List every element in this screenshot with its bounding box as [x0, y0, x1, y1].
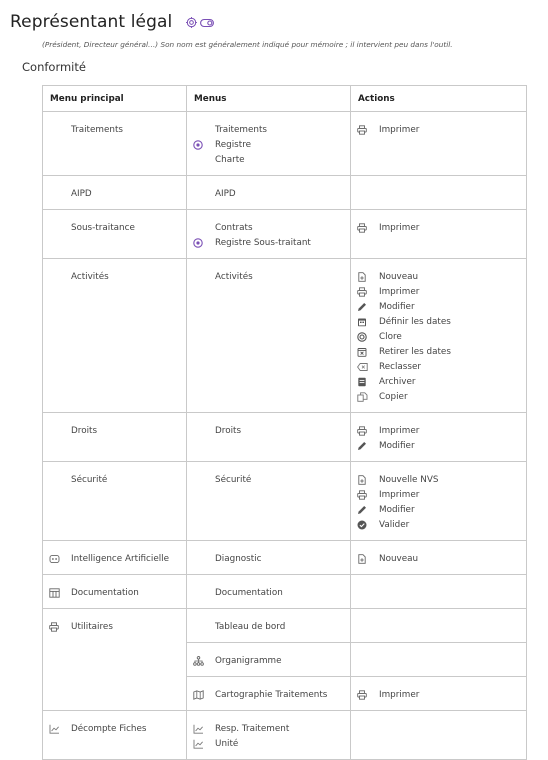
menus-cell: [187, 210, 351, 259]
target-icon: [357, 332, 379, 342]
cell-label: Tableau de bord: [215, 621, 286, 632]
menu-item[interactable]: [193, 551, 344, 566]
cell-label: Modifier: [379, 440, 415, 451]
cell-label: Modifier: [379, 504, 415, 515]
toggle-icon[interactable]: [200, 13, 214, 32]
cell-line: [49, 619, 180, 634]
menu-item[interactable]: [193, 687, 344, 702]
menus-cell: [187, 575, 351, 609]
cell-label: Imprimer: [379, 689, 420, 700]
main-menu-cell[interactable]: [43, 176, 187, 210]
line-chart-icon: [49, 724, 71, 734]
table-row: [43, 541, 527, 575]
menu-item[interactable]: [193, 137, 344, 152]
map-icon: [193, 690, 215, 700]
actions-cell: [351, 259, 527, 413]
menus-cell: [187, 677, 351, 711]
action-item[interactable]: [357, 329, 520, 344]
cell-label: Imprimer: [379, 425, 420, 436]
cell-label: Organigramme: [215, 655, 282, 666]
menus-cell: [187, 643, 351, 677]
actions-cell: [351, 112, 527, 176]
section-title: Conformité: [22, 60, 86, 74]
registry-icon: [193, 140, 215, 150]
ai-icon: [49, 554, 71, 564]
action-item[interactable]: [357, 220, 520, 235]
copy-icon: [357, 392, 379, 402]
cell-line: [49, 585, 180, 600]
cell-label: Clore: [379, 331, 402, 342]
pencil-icon: [357, 505, 379, 515]
print-icon: [357, 125, 379, 135]
cell-line: [49, 220, 180, 235]
menus-cell: [187, 176, 351, 210]
action-item[interactable]: [357, 344, 520, 359]
cell-label: Imprimer: [379, 286, 420, 297]
action-item[interactable]: [357, 551, 520, 566]
print-icon: [357, 426, 379, 436]
cell-label: Unité: [215, 738, 239, 749]
action-item[interactable]: [357, 423, 520, 438]
print-icon: [357, 690, 379, 700]
action-item[interactable]: [357, 487, 520, 502]
table-row: [43, 210, 527, 259]
action-item[interactable]: [357, 438, 520, 453]
cell-label: Charte: [215, 154, 245, 165]
cell-label: Resp. Traitement: [215, 723, 290, 734]
cell-line: [49, 186, 180, 201]
table-row: [43, 575, 527, 609]
new-file-icon: [357, 554, 379, 564]
archive-icon: [357, 377, 379, 387]
cell-label: Imprimer: [379, 489, 420, 500]
cell-label: Activités: [71, 271, 109, 282]
action-item[interactable]: [357, 299, 520, 314]
actions-cell: [351, 677, 527, 711]
menu-item[interactable]: [193, 186, 344, 201]
action-item[interactable]: [357, 122, 520, 137]
action-item[interactable]: [357, 284, 520, 299]
menu-item[interactable]: [193, 122, 344, 137]
menus-cell: [187, 462, 351, 541]
action-item[interactable]: [357, 472, 520, 487]
cell-label: Contrats: [215, 222, 253, 233]
org-chart-icon: [193, 656, 215, 666]
calendar-remove-icon: [357, 347, 379, 357]
cell-line: [49, 472, 180, 487]
table-row: [43, 413, 527, 462]
cell-label: Nouvelle NVS: [379, 474, 439, 485]
cell-label: Utilitaires: [71, 621, 113, 632]
new-file-icon: [357, 475, 379, 485]
menu-item[interactable]: [193, 235, 344, 250]
menu-item[interactable]: [193, 152, 344, 167]
actions-cell: [351, 176, 527, 210]
page-subtitle: (Président, Directeur général…) Son nom est généralement indiqué pour mémoire ; il intervient peu dans l'outil.: [42, 40, 453, 49]
cell-label: Documentation: [215, 587, 283, 598]
cell-label: Copier: [379, 391, 408, 402]
cell-label: Registre: [215, 139, 252, 150]
menu-item[interactable]: [193, 653, 344, 668]
menu-item[interactable]: [193, 736, 344, 751]
cell-label: Sécurité: [71, 474, 108, 485]
cell-label: Nouveau: [379, 553, 419, 564]
menus-cell: [187, 259, 351, 413]
cell-line: [49, 721, 180, 736]
cell-label: Sécurité: [215, 474, 252, 485]
print-icon: [49, 622, 71, 632]
cell-label: Droits: [71, 425, 98, 436]
menus-cell: [187, 112, 351, 176]
cell-label: Cartographie Traitements: [215, 689, 328, 700]
actions-cell: [351, 462, 527, 541]
action-item[interactable]: [357, 374, 520, 389]
main-menu-cell[interactable]: [43, 575, 187, 609]
menu-item[interactable]: [193, 423, 344, 438]
title-icons: [186, 13, 214, 32]
table-row: [43, 711, 527, 760]
cell-label: Reclasser: [379, 361, 421, 372]
actions-cell: [351, 210, 527, 259]
cell-label: Valider: [379, 519, 410, 530]
documentation-icon: [49, 588, 71, 598]
print-icon: [357, 287, 379, 297]
main-menu-cell[interactable]: [43, 711, 187, 760]
menu-item[interactable]: [193, 619, 344, 634]
menus-cell: [187, 413, 351, 462]
cell-label: AIPD: [71, 188, 92, 199]
menus-cell: [187, 541, 351, 575]
pencil-icon: [357, 302, 379, 312]
table-row: [43, 462, 527, 541]
actions-cell: [351, 413, 527, 462]
target-icon[interactable]: [186, 13, 197, 32]
menus-cell: [187, 609, 351, 643]
actions-cell: [351, 643, 527, 677]
cell-label: Diagnostic: [215, 553, 262, 564]
cell-label: Registre Sous-traitant: [215, 237, 311, 248]
column-header: Actions: [351, 86, 527, 112]
calendar-icon: [357, 317, 379, 327]
cell-label: Imprimer: [379, 124, 420, 135]
cell-label: Définir les dates: [379, 316, 451, 327]
action-item[interactable]: [357, 687, 520, 702]
cell-label: Nouveau: [379, 271, 419, 282]
line-chart-icon: [193, 739, 215, 749]
main-menu-cell[interactable]: [43, 609, 187, 711]
check-circle-icon: [357, 520, 379, 530]
main-menu-cell[interactable]: [43, 541, 187, 575]
table-row: [43, 259, 527, 413]
registry-icon: [193, 238, 215, 248]
new-file-icon: [357, 272, 379, 282]
main-menu-cell[interactable]: [43, 259, 187, 413]
cell-label: Sous-traitance: [71, 222, 135, 233]
actions-cell: [351, 711, 527, 760]
cell-label: Intelligence Artificielle: [71, 553, 170, 564]
menu-item[interactable]: [193, 220, 344, 235]
conformity-table: [42, 85, 527, 760]
print-icon: [357, 490, 379, 500]
action-item[interactable]: [357, 269, 520, 284]
page-header: [10, 10, 214, 34]
cell-label: Modifier: [379, 301, 415, 312]
main-menu-cell[interactable]: [43, 112, 187, 176]
menus-cell: [187, 711, 351, 760]
cell-label: Documentation: [71, 587, 139, 598]
page-title: Représentant légal: [10, 12, 173, 32]
cell-label: Activités: [215, 271, 253, 282]
actions-cell: [351, 575, 527, 609]
main-menu-cell[interactable]: [43, 210, 187, 259]
cell-label: Retirer les dates: [379, 346, 451, 357]
table-row: [43, 112, 527, 176]
action-item[interactable]: [357, 389, 520, 404]
cell-label: Décompte Fiches: [71, 723, 147, 734]
actions-cell: [351, 609, 527, 643]
line-chart-icon: [193, 724, 215, 734]
menu-item[interactable]: [193, 269, 344, 284]
main-menu-cell[interactable]: [43, 413, 187, 462]
cell-label: Imprimer: [379, 222, 420, 233]
cell-label: Traitements: [215, 124, 267, 135]
cell-line: [49, 269, 180, 284]
column-header: Menus: [187, 86, 351, 112]
action-item[interactable]: [357, 517, 520, 532]
table-row: [43, 176, 527, 210]
menu-item[interactable]: [193, 721, 344, 736]
cell-line: [49, 423, 180, 438]
backspace-icon: [357, 362, 379, 372]
column-header: Menu principal: [43, 86, 187, 112]
actions-cell: [351, 541, 527, 575]
cell-label: AIPD: [215, 188, 236, 199]
print-icon: [357, 223, 379, 233]
menu-item[interactable]: [193, 472, 344, 487]
menu-item[interactable]: [193, 585, 344, 600]
cell-label: Traitements: [71, 124, 123, 135]
table-row: [43, 609, 527, 643]
cell-line: [49, 551, 180, 566]
cell-label: Archiver: [379, 376, 416, 387]
main-menu-cell[interactable]: [43, 462, 187, 541]
action-item[interactable]: [357, 502, 520, 517]
pencil-icon: [357, 441, 379, 451]
table-header-row: [43, 86, 527, 112]
action-item[interactable]: [357, 359, 520, 374]
action-item[interactable]: [357, 314, 520, 329]
cell-label: Droits: [215, 425, 242, 436]
cell-line: [49, 122, 180, 137]
